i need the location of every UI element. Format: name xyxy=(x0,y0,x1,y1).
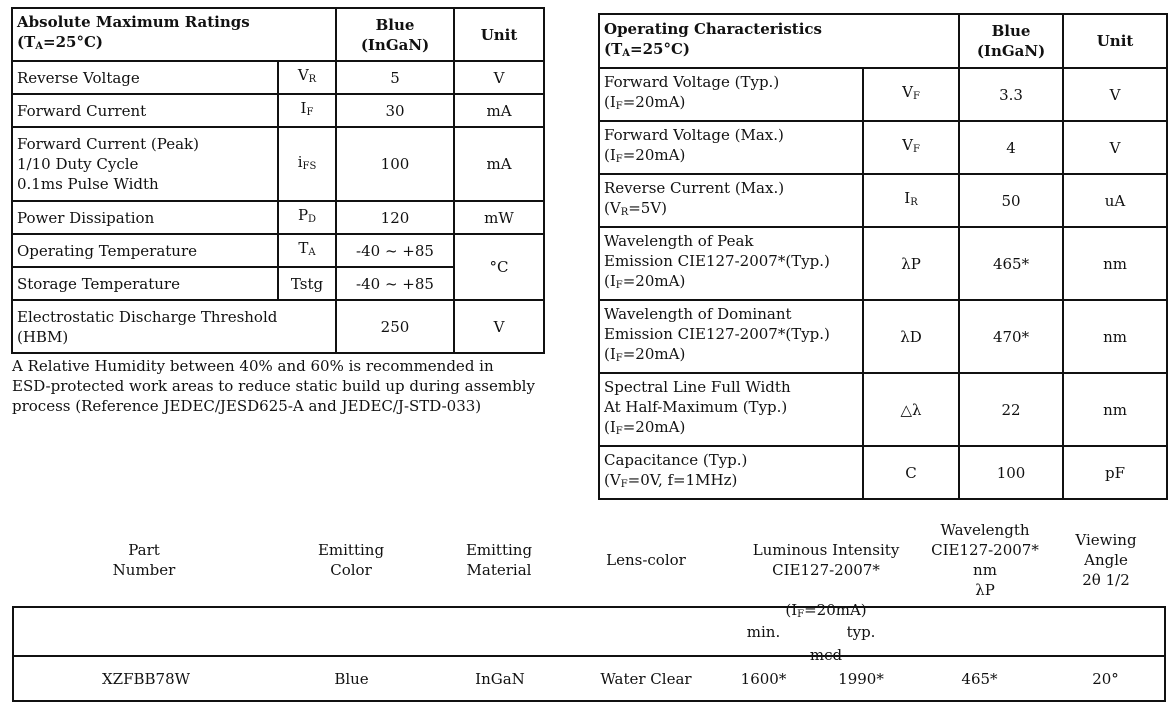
amr-row xyxy=(12,127,544,201)
oc-value: 3.3 xyxy=(959,68,1063,121)
oc-param: Forward Voltage (Typ.) $(I_F=20mA)$ xyxy=(599,68,863,121)
oc-condition: $(T_A=25^\circ C)$ xyxy=(604,39,691,59)
oc-unit: pF xyxy=(1063,446,1167,499)
amr-value: 30 xyxy=(336,94,454,127)
intensity-typ-cell: 1990* xyxy=(810,656,912,701)
amr-unit: V xyxy=(454,61,544,94)
viewing-angle-cell: 20° xyxy=(1047,656,1165,701)
oc-title-cell xyxy=(599,14,959,68)
amr-unit: mA xyxy=(454,94,544,127)
amr-value: 250 xyxy=(336,300,454,353)
oc-value: 465* xyxy=(959,227,1063,300)
oc-col-blue: Blue (InGaN) xyxy=(959,14,1063,68)
oc-symbol: λP xyxy=(863,227,959,300)
amr-value: -40 ~ +85 xyxy=(336,234,454,267)
oc-value: 50 xyxy=(959,174,1063,227)
lens-color-cell: Water Clear xyxy=(575,656,717,701)
subheader-min: min. xyxy=(717,607,810,656)
oc-unit: uA xyxy=(1063,174,1167,227)
amr-symbol: $i_{FS}$ xyxy=(278,127,336,201)
header-emitting-color: Emitting Color xyxy=(317,541,385,579)
header-part-number: Part Number xyxy=(112,541,176,579)
oc-param: Wavelength of Dominant Emission CIE127-2007*(Typ.) $(I_F=20mA)$ xyxy=(599,300,863,373)
amr-condition: $(T_A=25^\circ C)$ xyxy=(17,33,104,52)
part-number-cell: XZFBB78W xyxy=(13,656,278,701)
amr-param: Storage Temperature xyxy=(12,267,278,300)
emitting-color-cell: Blue xyxy=(278,656,425,701)
emitting-material-cell: InGaN xyxy=(425,656,575,701)
amr-symbol: $P_D$ xyxy=(278,201,336,234)
oc-unit: nm xyxy=(1063,227,1167,300)
oc-row xyxy=(599,68,1167,121)
oc-row xyxy=(599,446,1167,499)
oc-value: 470* xyxy=(959,300,1063,373)
oc-param: Capacitance (Typ.) ($V_F=0V$, f=1MHz) xyxy=(599,446,863,499)
amr-row xyxy=(12,234,544,267)
amr-param: Forward Current xyxy=(12,94,278,127)
amr-symbol: Tstg xyxy=(278,267,336,300)
oc-unit: nm xyxy=(1063,300,1167,373)
amr-unit: mW xyxy=(454,201,544,234)
amr-row xyxy=(12,201,544,234)
oc-symbol: C xyxy=(863,446,959,499)
amr-param: Operating Temperature xyxy=(12,234,278,267)
amr-symbol: $I_F$ xyxy=(278,94,336,127)
oc-title: Operating Characteristics xyxy=(604,19,823,38)
part-row xyxy=(13,656,1165,701)
oc-param: Forward Voltage (Max.) $(I_F=20mA)$ xyxy=(599,121,863,174)
oc-row xyxy=(599,121,1167,174)
oc-unit: V xyxy=(1063,68,1167,121)
amr-unit: °C xyxy=(454,234,544,300)
wavelength-cell: 465* xyxy=(912,656,1047,701)
oc-param: Spectral Line Full Width At Half-Maximum (Typ.) $(I_F=20mA)$ xyxy=(599,373,863,446)
oc-row xyxy=(599,227,1167,300)
oc-row xyxy=(599,373,1167,446)
oc-value: 22 xyxy=(959,373,1063,446)
oc-row xyxy=(599,300,1167,373)
amr-param: Reverse Voltage xyxy=(12,61,278,94)
amr-unit: V xyxy=(454,300,544,353)
oc-unit: nm xyxy=(1063,373,1167,446)
header-viewing-angle: Viewing Angle 2θ 1/2 xyxy=(1075,531,1137,589)
amr-value: 120 xyxy=(336,201,454,234)
amr-col-blue: Blue (InGaN) xyxy=(336,8,454,61)
oc-param: Wavelength of Peak Emission CIE127-2007*(Typ.) $(I_F=20mA)$ xyxy=(599,227,863,300)
oc-symbol: △λ xyxy=(863,373,959,446)
oc-row xyxy=(599,174,1167,227)
part-number-table xyxy=(12,606,1166,702)
amr-row xyxy=(12,94,544,127)
oc-col-unit: Unit xyxy=(1063,14,1167,68)
amr-title-cell xyxy=(12,8,336,61)
amr-col-unit: Unit xyxy=(454,8,544,61)
oc-unit: V xyxy=(1063,121,1167,174)
amr-param: Power Dissipation xyxy=(12,201,278,234)
oc-value: 100 xyxy=(959,446,1063,499)
header-lens-color: Lens-color xyxy=(606,551,686,569)
oc-symbol: $I_R$ xyxy=(863,174,959,227)
amr-value: -40 ~ +85 xyxy=(336,267,454,300)
amr-symbol: $T_A$ xyxy=(278,234,336,267)
amr-row xyxy=(12,300,544,353)
amr-param: Electrostatic Discharge Threshold (HBM) xyxy=(12,300,336,353)
subheader-typ: typ. xyxy=(810,607,912,656)
part-subheader-row xyxy=(13,607,1165,656)
amr-title: Absolute Maximum Ratings xyxy=(17,13,250,31)
absolute-max-ratings-table xyxy=(11,7,545,354)
header-emitting-material: Emitting Material xyxy=(465,541,533,579)
amr-unit: mA xyxy=(454,127,544,201)
oc-value: 4 xyxy=(959,121,1063,174)
esd-note: A Relative Humidity between 40% and 60% is recommended in ESD-protected work areas to reduce static build up during assembly process (Reference JEDEC/JESD625-A and JEDEC/J-STD-033) xyxy=(12,357,535,415)
header-wavelength: Wavelength CIE127-2007* nm λP xyxy=(931,521,1039,599)
amr-param: Forward Current (Peak) 1/10 Duty Cycle 0.1ms Pulse Width xyxy=(12,127,278,201)
operating-characteristics-table xyxy=(598,13,1168,500)
amr-value: 100 xyxy=(336,127,454,201)
amr-symbol: $V_R$ xyxy=(278,61,336,94)
header-luminous-intensity: Luminous Intensity CIE127-2007* $(I_F=20mA)$ mcd xyxy=(752,541,900,664)
oc-param: Reverse Current (Max.) $(V_R=5V)$ xyxy=(599,174,863,227)
oc-symbol: $V_F$ xyxy=(863,68,959,121)
amr-row xyxy=(12,61,544,94)
intensity-min-cell: 1600* xyxy=(717,656,810,701)
amr-value: 5 xyxy=(336,61,454,94)
oc-symbol: λD xyxy=(863,300,959,373)
oc-symbol: $V_F$ xyxy=(863,121,959,174)
